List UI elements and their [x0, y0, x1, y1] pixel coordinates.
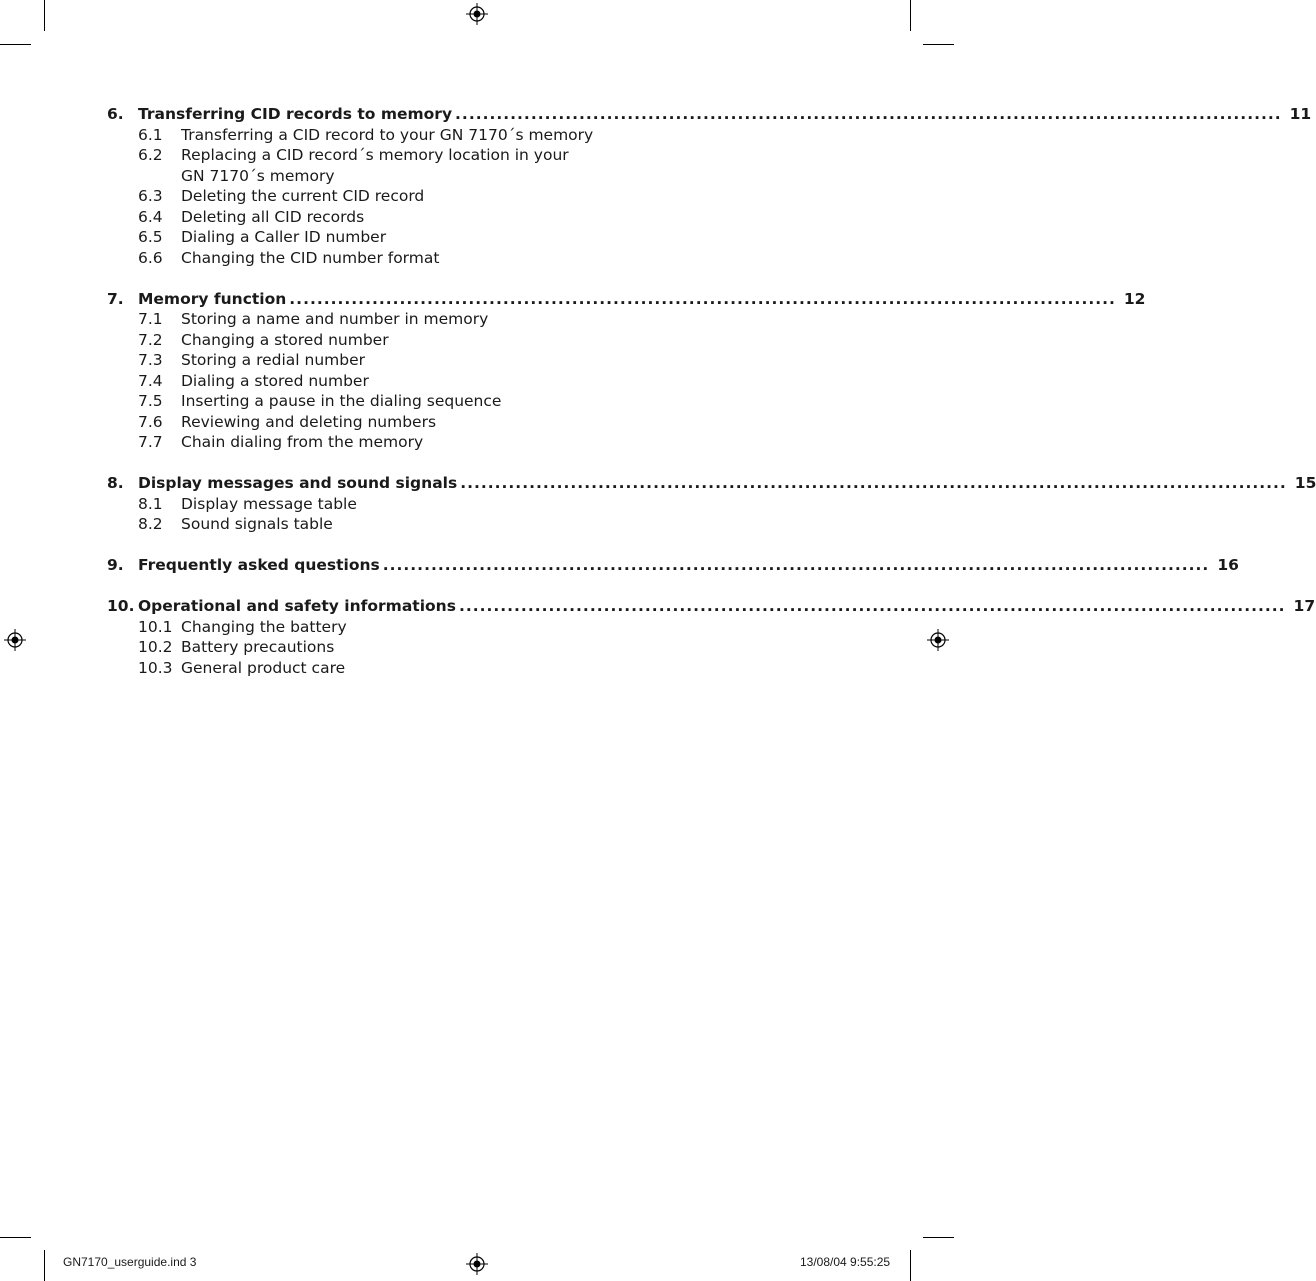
crop-mark — [910, 1250, 911, 1281]
registration-mark-icon — [466, 1253, 488, 1275]
toc-subsection — [107, 391, 595, 412]
section-title: Frequently asked questions — [138, 556, 380, 574]
toc-subsection — [107, 658, 595, 679]
toc-subsection — [107, 637, 595, 658]
subsection-number: 6.2 — [138, 146, 163, 164]
toc-heading — [107, 596, 1316, 617]
section-title: Transferring CID records to memory — [138, 105, 453, 123]
toc-subsection — [107, 248, 595, 269]
toc-subsection — [107, 309, 595, 330]
toc-subsection — [107, 330, 595, 351]
toc-heading — [107, 473, 1316, 494]
section-title: Operational and safety informations — [138, 597, 456, 615]
subsection-number: 7.6 — [138, 412, 163, 431]
section-number: 10. — [107, 597, 135, 615]
subsection-title: Deleting all CID records — [181, 207, 365, 226]
page-number: 12 — [1123, 289, 1146, 308]
subsection-title: Sound signals table — [181, 515, 333, 533]
toc-heading — [107, 104, 1312, 125]
subsection-title: Dialing a Caller ID number — [181, 228, 387, 246]
page-number: 11 — [1289, 105, 1312, 123]
subsection-title: Inserting a pause in the dialing sequence — [181, 392, 502, 410]
toc-subsection — [107, 617, 595, 638]
toc-section — [107, 596, 1316, 678]
subsection-number: 7.5 — [138, 392, 163, 410]
section-number: 7. — [107, 289, 124, 308]
leader-dots: ........................................................................................................................ — [289, 289, 1116, 308]
toc-subsection — [107, 125, 595, 146]
subsection-title: Dialing a stored number — [181, 371, 369, 390]
subsection-title: Changing the CID number format — [181, 248, 440, 267]
page-number: 16 — [1217, 556, 1239, 574]
leader-dots: ........................................................................................................................ — [455, 105, 1282, 123]
subsection-title: General product care — [181, 658, 346, 677]
section-number: 8. — [107, 474, 124, 492]
toc-subsection — [107, 350, 595, 371]
crop-mark — [44, 1250, 45, 1281]
toc-section — [107, 473, 1316, 535]
subsection-number: 8.2 — [138, 515, 163, 533]
subsection-number: 6.6 — [138, 248, 163, 267]
toc-subsection — [107, 186, 595, 207]
toc-section — [107, 289, 1146, 453]
subsection-number: 7.7 — [138, 433, 163, 451]
subsection-title: Reviewing and deleting numbers — [181, 412, 437, 431]
leader-dots: ........................................................................................................................ — [460, 474, 1287, 492]
section-number: 6. — [107, 105, 124, 123]
toc-heading — [107, 555, 1239, 576]
toc-subsection — [107, 145, 595, 186]
subsection-number: 6.3 — [138, 187, 163, 205]
toc-subsection — [107, 227, 595, 248]
subsection-number: 10.3 — [138, 658, 173, 677]
crop-mark — [0, 44, 31, 45]
registration-mark-icon — [927, 629, 949, 651]
footer-date-slug: 13/08/04 9:55:25 — [800, 1255, 891, 1269]
subsection-title: Changing a stored number — [181, 330, 389, 349]
page-number: 15 — [1294, 474, 1316, 492]
footer-file-slug: GN7170_userguide.ind 3 — [63, 1255, 197, 1269]
toc-subsection — [107, 432, 595, 453]
subsection-number: 8.1 — [138, 494, 163, 513]
subsection-title: Transferring a CID record to your GN 7170´s memory — [181, 125, 594, 144]
toc-subsection — [107, 412, 595, 433]
crop-mark — [910, 0, 911, 31]
toc-subsection — [107, 207, 595, 228]
subsection-title: Battery precautions — [181, 638, 335, 656]
subsection-number: 6.5 — [138, 228, 163, 246]
subsection-number: 7.1 — [138, 310, 163, 328]
subsection-title: Deleting the current CID record — [181, 187, 425, 205]
crop-mark — [923, 1237, 954, 1238]
subsection-number: 6.1 — [138, 125, 163, 144]
table-of-contents — [107, 104, 1316, 699]
toc-subsection — [107, 371, 595, 392]
toc-section — [107, 104, 1312, 268]
section-title: Display messages and sound signals — [138, 474, 458, 492]
toc-section — [107, 555, 1239, 576]
subsection-number: 7.2 — [138, 330, 163, 349]
page-number: 17 — [1293, 597, 1316, 615]
subsection-title: Display message table — [181, 494, 357, 513]
subsection-title: Changing the battery — [181, 617, 347, 636]
toc-heading — [107, 289, 1146, 310]
registration-mark-icon — [466, 3, 488, 25]
subsection-number: 10.1 — [138, 617, 173, 636]
section-number: 9. — [107, 556, 124, 574]
subsection-number: 10.2 — [138, 638, 173, 656]
registration-mark-icon — [4, 629, 26, 651]
subsection-title: Storing a name and number in memory — [181, 310, 489, 328]
subsection-title: Chain dialing from the memory — [181, 433, 424, 451]
toc-subsection — [107, 494, 595, 515]
toc-subsection — [107, 514, 595, 535]
crop-mark — [0, 1237, 31, 1238]
section-title: Memory function — [138, 289, 287, 308]
crop-mark — [44, 0, 45, 31]
leader-dots: ........................................................................................................................ — [382, 556, 1210, 574]
crop-mark — [923, 44, 954, 45]
subsection-number: 7.3 — [138, 351, 163, 369]
leader-dots: ........................................................................................................................ — [458, 597, 1286, 615]
subsection-number: 6.4 — [138, 207, 163, 226]
subsection-number: 7.4 — [138, 371, 163, 390]
subsection-title: Replacing a CID record´s memory location in your GN 7170´s memory — [181, 146, 569, 185]
subsection-title: Storing a redial number — [181, 351, 366, 369]
